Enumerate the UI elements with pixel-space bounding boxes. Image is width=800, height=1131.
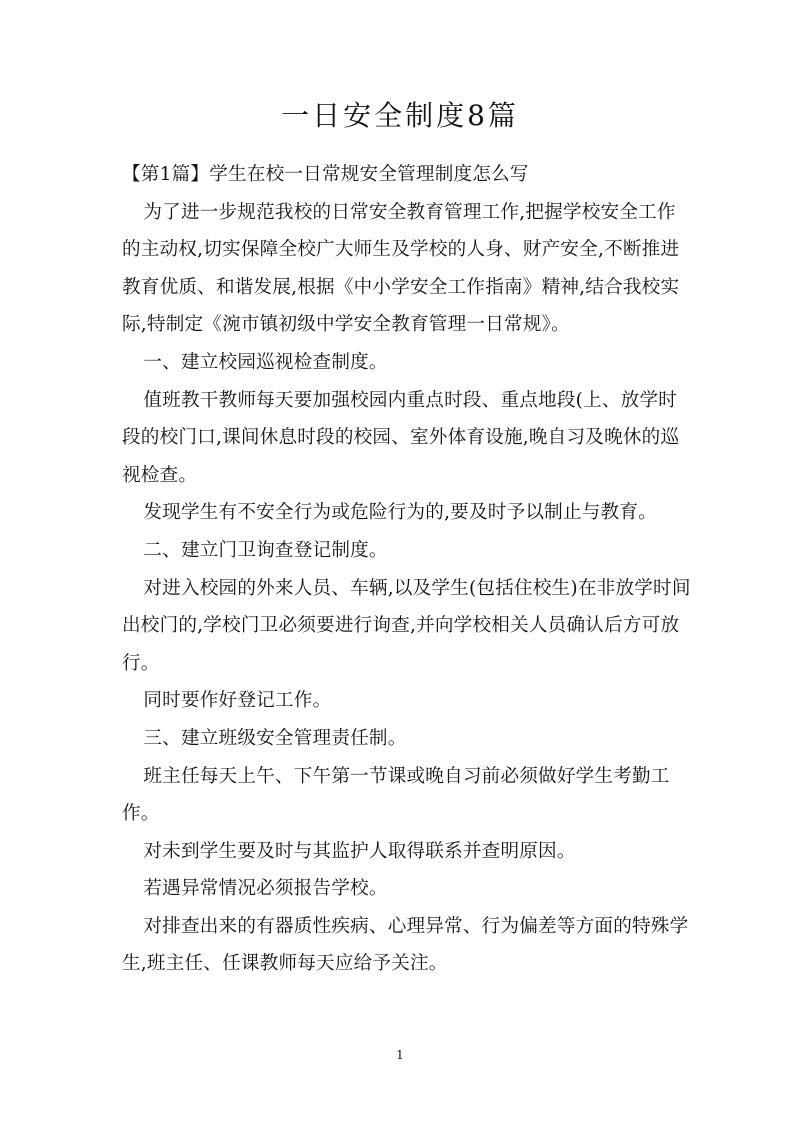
- paragraph: 对排查出来的有器质性疾病、心理异常、行为偏差等方面的特殊学生,班主任、任课教师每天应给予关注。: [122, 915, 689, 975]
- paragraph: 对进入校园的外来人员、车辆,以及学生(包括住校生)在非放学时间出校门的,学校门卫必须要进行询查,并向学校相关人员确认后方可放行。: [122, 577, 691, 674]
- paragraph: 一、建立校园巡视检查制度。: [143, 351, 388, 373]
- paragraph: 二、建立门卫询查登记制度。: [143, 539, 388, 561]
- paragraph: 若遇异常情况必须报告学校。: [143, 878, 388, 900]
- paragraph: 发现学生有不安全行为或危险行为的,要及时予以制止与教育。: [143, 502, 657, 524]
- paragraph: 对未到学生要及时与其监护人取得联系并查明原因。: [143, 840, 576, 862]
- paragraph: 同时要作好登记工作。: [143, 690, 332, 712]
- paragraph: 为了进一步规范我校的日常安全教育管理工作,把握学校安全工作的主动权,切实保障全校广大师生及学校的人身、财产安全,不断推进教育优质、和谐发展,根据《中小学安全工作指南》精神,结合我校实际,特制定《涴市镇初级中学安全教育管理一日常规》。: [122, 201, 680, 336]
- paragraph: 班主任每天上午、下午第一节课或晚自习前必须做好学生考勤工作。: [122, 765, 670, 825]
- paragraph: 【第1篇】学生在校一日常规安全管理制度怎么写: [122, 164, 529, 185]
- document-body: [122, 156, 694, 983]
- document-title: 一日安全制度8篇: [281, 99, 519, 132]
- paragraph: 三、建立班级安全管理责任制。: [143, 727, 407, 749]
- page-number: 1: [396, 1048, 404, 1062]
- paragraph: 值班教干教师每天要加强校园内重点时段、重点地段(上、放学时段的校门口,课间休息时段的校园、室外体育设施,晚自习及晚休的巡视检查。: [122, 389, 680, 486]
